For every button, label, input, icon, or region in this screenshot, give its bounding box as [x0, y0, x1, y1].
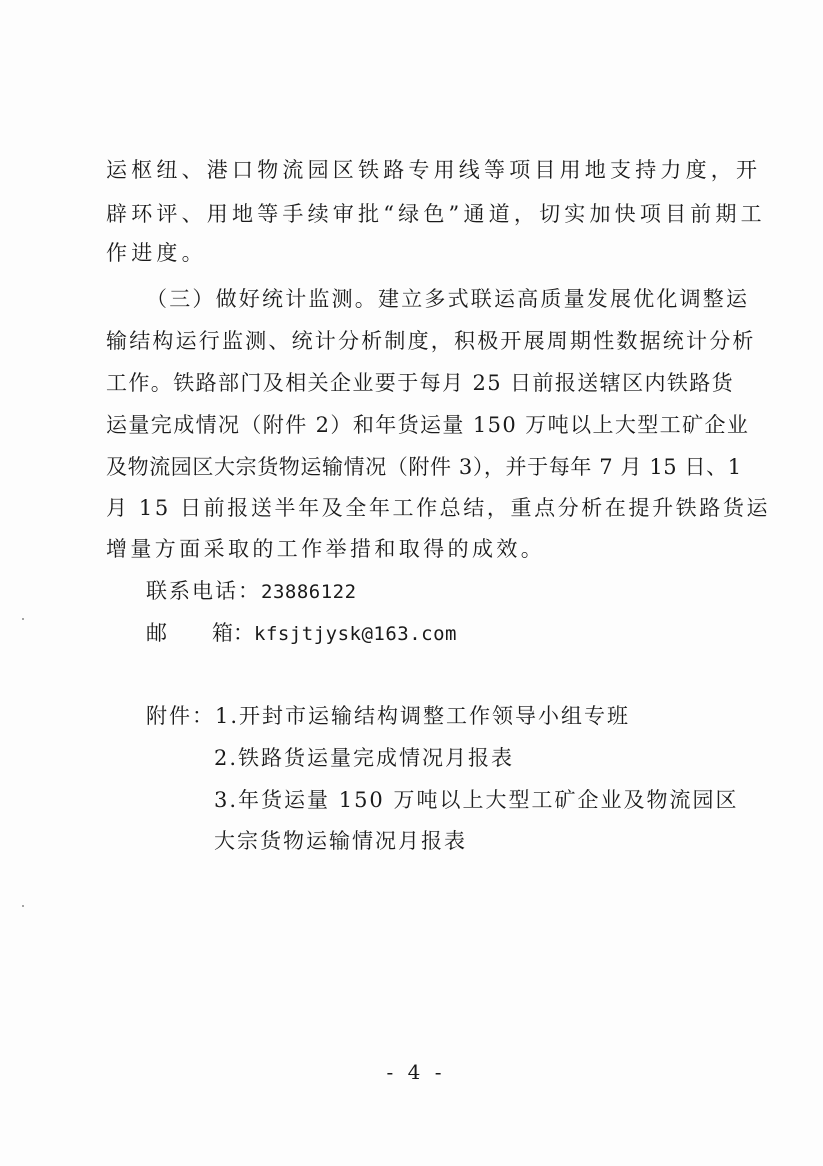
- text-line: 运枢纽、港口物流园区铁路专用线等项目用地支持力度，开: [106, 158, 762, 182]
- email-label-part2: 箱：: [212, 621, 254, 645]
- text-line: 月 15 日前报送半年及全年工作总结，重点分析在提升铁路货运: [106, 496, 771, 520]
- contact-phone: [146, 578, 357, 605]
- attachment-item-1: 附件：1.开封市运输结构调整工作领导小组专班: [146, 704, 631, 728]
- text-line: 作进度。: [106, 241, 207, 265]
- attachment-item-3-continued: 大宗货物运输情况月报表: [214, 829, 467, 853]
- page-number: - 4 -: [386, 1060, 446, 1084]
- text-line: 输结构运行监测、统计分析制度，积极开展周期性数据统计分析: [106, 329, 756, 353]
- scan-speck: [22, 618, 24, 620]
- phone-number: 23886122: [261, 581, 357, 603]
- text-line: 辟环评、用地等手续审批“绿色”通道，切实加快项目前期工: [106, 202, 766, 226]
- attachment-item-2: 2.铁路货运量完成情况月报表: [214, 746, 515, 770]
- phone-label: 联系电话：: [146, 579, 261, 603]
- text-line: （三）做好统计监测。建立多式联运高质量发展优化调整运: [146, 287, 750, 311]
- text-line: 运量完成情况（附件 2）和年货运量 150 万吨以上大型工矿企业: [106, 413, 750, 437]
- email-address: kfsjtjysk@163.com: [254, 623, 457, 645]
- scan-speck: [22, 905, 24, 907]
- text-line: 增量方面采取的工作举措和取得的成效。: [106, 537, 546, 561]
- text-line: 及物流园区大宗货物运输情况（附件 3），并于每年 7 月 15 日、1: [106, 455, 742, 479]
- email-label-part1: 邮: [146, 621, 167, 645]
- text-line: 工作。铁路部门及相关企业要于每月 25 日前报送辖区内铁路货: [106, 371, 735, 395]
- contact-email: [146, 620, 457, 647]
- attachment-item-3: 3.年货运量 150 万吨以上大型工矿企业及物流园区: [214, 788, 739, 812]
